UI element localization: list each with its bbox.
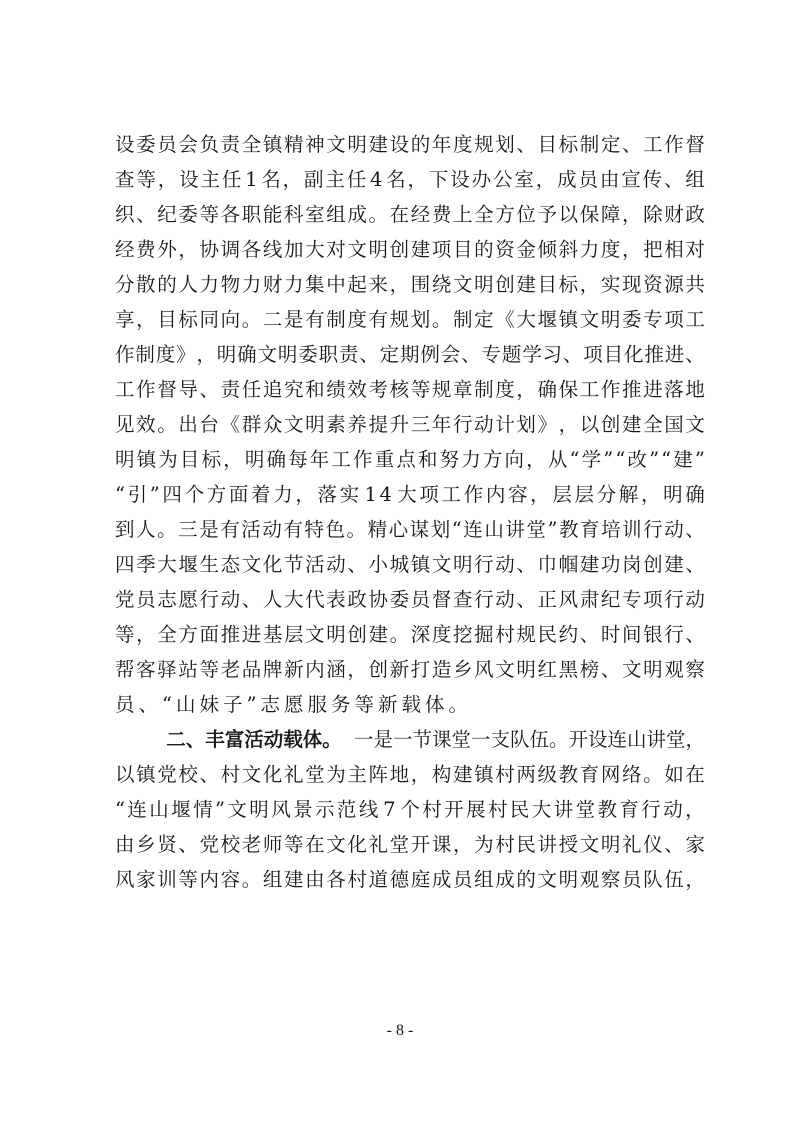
paragraph-line: 织 、 纪 委 等 各 职 能 科 室 组 成 。 在 经 费 上 全 方 位 予 以 保 障 ， 除 财 政 (115, 203, 705, 226)
paragraph-line: 享 ， 目 标 同 向 。 二 是 有 制 度 有 规 划 。 制 定 《 大 堰 镇 文 明 委 专 项 工 (115, 308, 705, 331)
paragraph2-line: 由 乡 贤 、 党 校 老 师 等 在 文 化 礼 堂 开 课 ， 为 村 民 讲 授 文 明 礼 仪 、 家 (115, 833, 705, 856)
paragraph-line: 明 镇 为 目 标 ， 明 确 每 年 工 作 重 点 和 努 力 方 向 ， 从 “ 学 ” “ 改 ” “ 建 ” (115, 448, 705, 471)
paragraph-line: 党 员 志 愿 行 动 、 人 大 代 表 政 协 委 员 督 查 行 动 、 正 风 肃 纪 专 项 行 动 (115, 588, 705, 611)
paragraph-line: 员、“山妹子”志愿服务等新载体。 (115, 693, 472, 716)
paragraph2-line: 风 家 训 等 内 容 。 组 建 由 各 村 道 德 庭 成 员 组 成 的 文 明 观 察 员 队 伍 ， (115, 868, 705, 891)
section-heading-rest: 一是一节课堂一支队伍。开设连山讲堂， (353, 728, 705, 751)
paragraph-line: 工 作 督 导 、 责 任 追 究 和 绩 效 考 核 等 规 章 制 度 ， 确 保 工 作 推 进 落 地 (115, 378, 705, 401)
paragraph2-line: “ 连 山 堰 情 ” 文 明 风 景 示 范 线 7 个 村 开 展 村 民 大 讲 堂 教 育 行 动 ， (115, 798, 705, 821)
paragraph2-line: 以 镇 党 校 、 村 文 化 礼 堂 为 主 阵 地 ， 构 建 镇 村 两 级 教 育 网 络 。 如 在 (115, 763, 705, 786)
paragraph-line: 帮 客 驿 站 等 老 品 牌 新 内 涵 ， 创 新 打 造 乡 风 文 明 红 黑 榜 、 文 明 观 察 (115, 658, 705, 681)
paragraph-line: 设 委 员 会 负 责 全 镇 精 神 文 明 建 设 的 年 度 规 划 、 目 标 制 定 、 工 作 督 (115, 133, 705, 156)
section-heading-line (115, 722, 705, 757)
paragraph-line: 四 季 大 堰 生 态 文 化 节 活 动 、 小 城 镇 文 明 行 动 、 巾 帼 建 功 岗 创 建 、 (115, 553, 705, 576)
body-text (115, 127, 705, 897)
paragraph-line: 见 效 。 出 台 《 群 众 文 明 素 养 提 升 三 年 行 动 计 划 》 ， 以 创 建 全 国 文 (115, 413, 705, 436)
paragraph-line: 到 人 。 三 是 有 活 动 有 特 色 。 精 心 谋 划 “ 连 山 讲 堂 ” 教 育 培 训 行 动 、 (115, 518, 705, 541)
paragraph-line: 查 等 ， 设 主 任 1 名 ， 副 主 任 4 名 ， 下 设 办 公 室 ， 成 员 由 宣 传 、 组 (115, 168, 705, 191)
indent (115, 722, 154, 757)
page-number: - 8 - (386, 1022, 414, 1039)
paragraph-line: “ 引 ” 四 个 方 面 着 力 ， 落 实 1 4 大 项 工 作 内 容 ， 层 层 分 解 ， 明 确 (115, 483, 705, 506)
paragraph-line: 作 制 度 》 ， 明 确 文 明 委 职 责 、 定 期 例 会 、 专 题 学 习 、 项 目 化 推 进 、 (115, 343, 705, 366)
paragraph-line: 经 费 外 ， 协 调 各 线 加 大 对 文 明 创 建 项 目 的 资 金 倾 斜 力 度 ， 把 相 对 (115, 238, 705, 261)
paragraph-line: 分 散 的 人 力 物 力 财 力 集 中 起 来 ， 围 绕 文 明 创 建 目 标 ， 实 现 资 源 共 (115, 273, 705, 296)
section-heading: 二、丰富活动载体。 (166, 728, 342, 751)
paragraph-line: 等 ， 全 方 面 推 进 基 层 文 明 创 建 。 深 度 挖 掘 村 规 民 约 、 时 间 银 行 、 (115, 623, 705, 646)
